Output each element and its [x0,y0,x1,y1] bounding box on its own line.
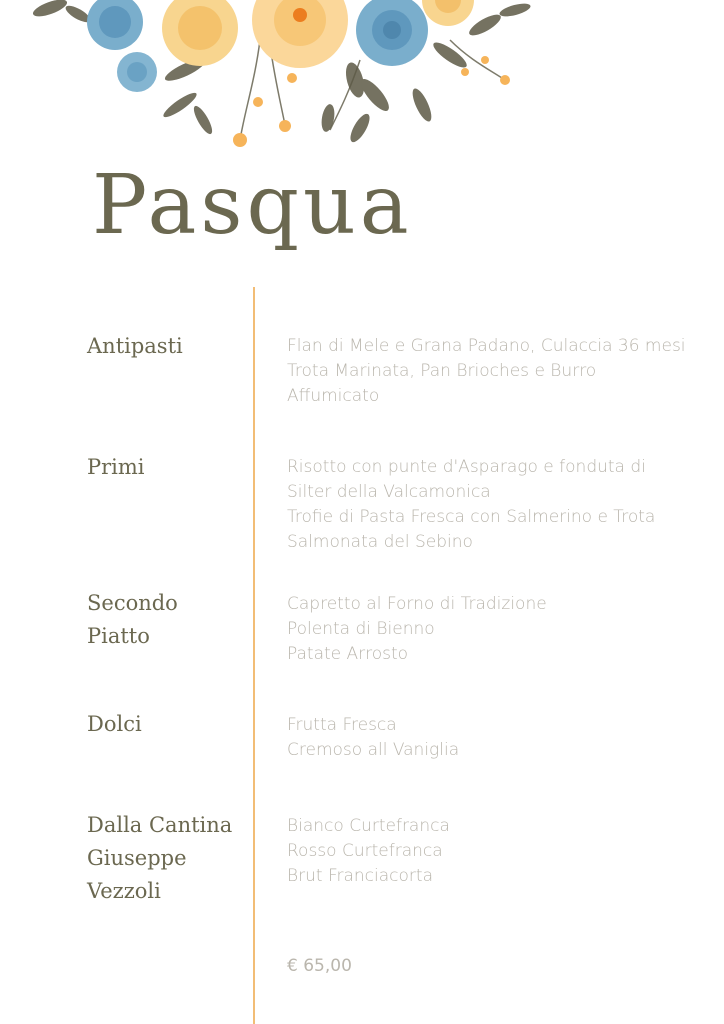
menu-item: Rosso Curtefranca [287,841,443,861]
menu-items [287,334,707,409]
menu-items [287,814,707,889]
menu-item: Silter della Valcamonica [287,482,491,502]
category-label: Dolci [87,712,142,736]
menu-item: Capretto al Forno di Tradizione [287,594,547,614]
menu-item: Salmonata del Sebino [287,532,473,552]
vertical-divider [253,287,255,1024]
menu-item: Affumicato [287,386,380,406]
menu-item: Patate Arrosto [287,644,409,664]
menu-item: Risotto con punte d'Asparago e fonduta di [287,457,646,477]
menu-items [287,592,707,667]
menu-item: Polenta di Bienno [287,619,435,639]
page-title: Pasqua [92,158,413,253]
menu-item: Bianco Curtefranca [287,816,450,836]
category-label [87,587,247,653]
menu-items [287,713,707,763]
menu-price: € 65,00 [287,956,352,976]
menu-item: Trota Marinata, Pan Brioches e Burro [287,361,597,381]
menu-item: Flan di Mele e Grana Padano, Culaccia 36 mesi [287,336,686,356]
category-label [87,809,247,908]
category-line: Vezzoli [87,879,161,903]
category-label: Primi [87,455,145,479]
menu-item: Cremoso all Vaniglia [287,740,460,760]
category-line: Dalla Cantina [87,813,233,837]
category-line: Piatto [87,624,150,648]
floral-decoration [30,0,540,170]
category-line: Giuseppe [87,846,187,870]
category-label: Antipasti [87,334,183,358]
menu-item: Brut Franciacorta [287,866,433,886]
menu-item: Frutta Fresca [287,715,397,735]
category-line: Secondo [87,591,178,615]
menu-items [287,455,707,555]
menu-item: Trofie di Pasta Fresca con Salmerino e Trota [287,507,656,527]
